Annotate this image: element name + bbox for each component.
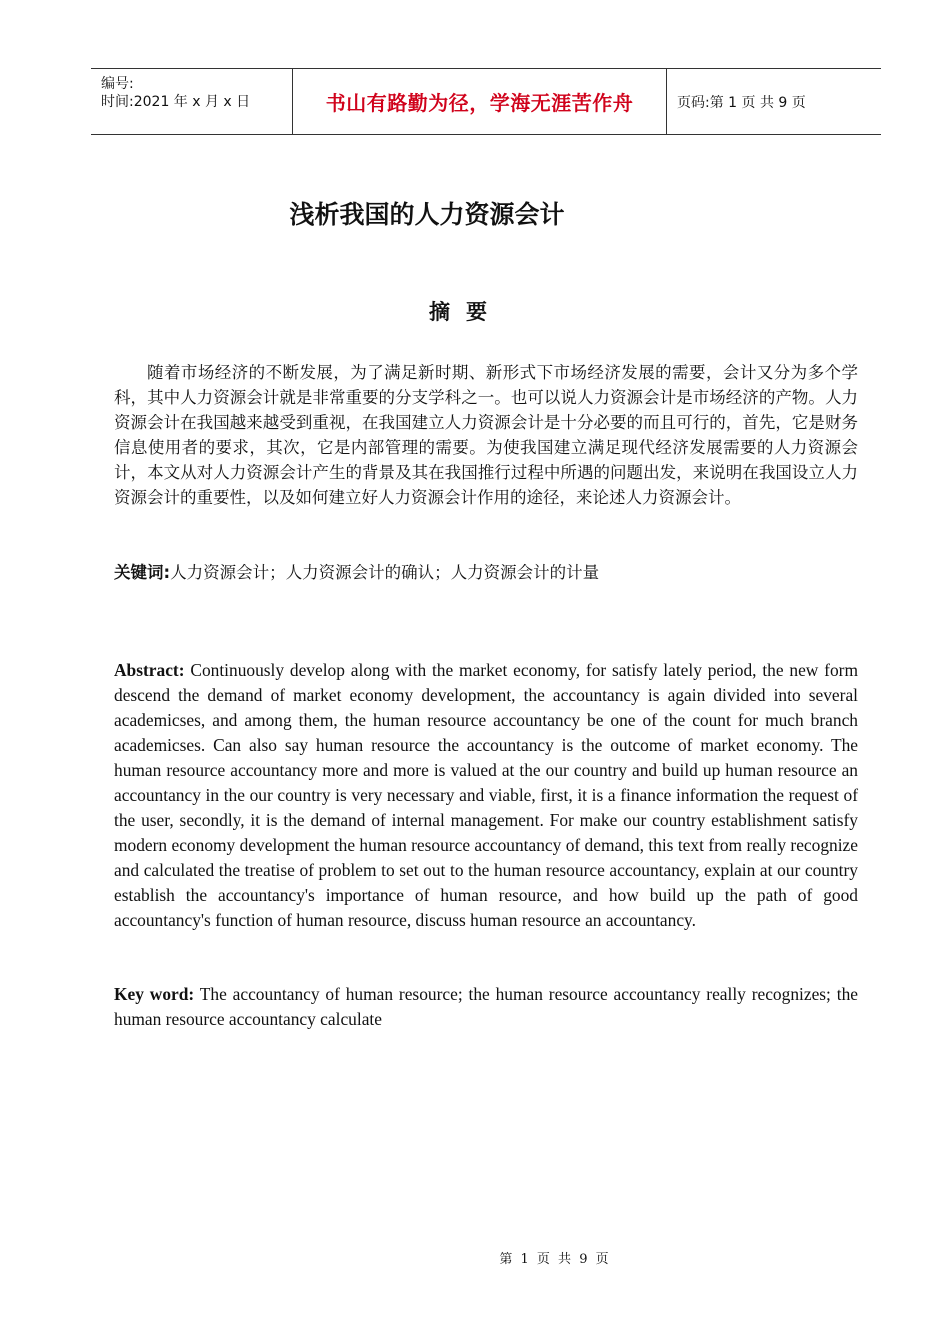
header-meta-cell	[91, 69, 293, 134]
page-footer	[0, 1248, 950, 1267]
page-header	[91, 68, 881, 135]
english-abstract-label: Abstract:	[114, 660, 185, 680]
abstract-heading: 摘要	[429, 300, 503, 324]
document-time-label: 时间:2021 年 x 月 x 日	[101, 94, 251, 110]
english-keywords-text: The accountancy of human resource; the human resource accountancy really recognizes; the human resource accountancy calculate	[114, 984, 858, 1029]
english-keywords	[114, 982, 858, 1032]
header-motto-cell	[293, 69, 667, 134]
chinese-keywords	[114, 560, 858, 585]
chinese-abstract: 随着市场经济的不断发展，为了满足新时期、新形式下市场经济发展的需要，会计又分为多个学科，其中人力资源会计就是非常重要的分支学科之一。也可以说人力资源会计是市场经济的产物。人力资源会计在我国越来越受到重视，在我国建立人力资源会计是十分必要的而且可行的，首先，它是财务信息使用者的要求，其次，它是内部管理的需要。为使我国建立满足现代经济发展需要的人力资源会计，本文从对人力资源会计产生的背景及其在我国推行过程中所遇的问题出发，来说明在我国设立人力资源会计的重要性，以及如何建立好人力资源会计作用的途径，来论述人力资源会计。	[114, 363, 858, 507]
footer-page-number: 第 1 页 共 9 页	[499, 1252, 611, 1267]
header-page-cell	[667, 69, 881, 134]
english-abstract-text: Continuously develop along with the market economy, for satisfy lately period, the new form descend the demand of market economy development, the accountancy is again divided into several academicses, and among them, the human resource accountancy be one of the count for much branch academicses. Can also say human resource the accountancy is the outcome of market economy. The human resource accountancy more and more is valued at the our country and build up human resource an accountancy in the our country is very necessary and viable, first, it is a finance information the request of the user, secondly, it is the demand of internal management. For make our country establishment satisfy modern economy development the human resource accountancy of demand, this text from really recognize and calculated the treatise of problem to set out to the human resource accountancy, explain at our country establish the accountancy's importance of human resource, and how build up the path of good accountancy's function of human resource, discuss human resource an accountancy.	[114, 660, 858, 930]
english-abstract	[114, 658, 858, 933]
chinese-keywords-text: 人力资源会计；人力资源会计的确认；人力资源会计的计量	[170, 563, 600, 582]
chinese-keywords-label: 关键词:	[114, 563, 171, 582]
header-motto: 书山有路勤为径，学海无涯苦作舟	[325, 91, 634, 115]
document-number-label: 编号:	[101, 76, 134, 92]
document-title: 浅析我国的人力资源会计	[289, 200, 565, 229]
english-keywords-label: Key word:	[114, 984, 195, 1004]
header-page-label: 页码:第 1 页 共 9 页	[677, 94, 806, 111]
